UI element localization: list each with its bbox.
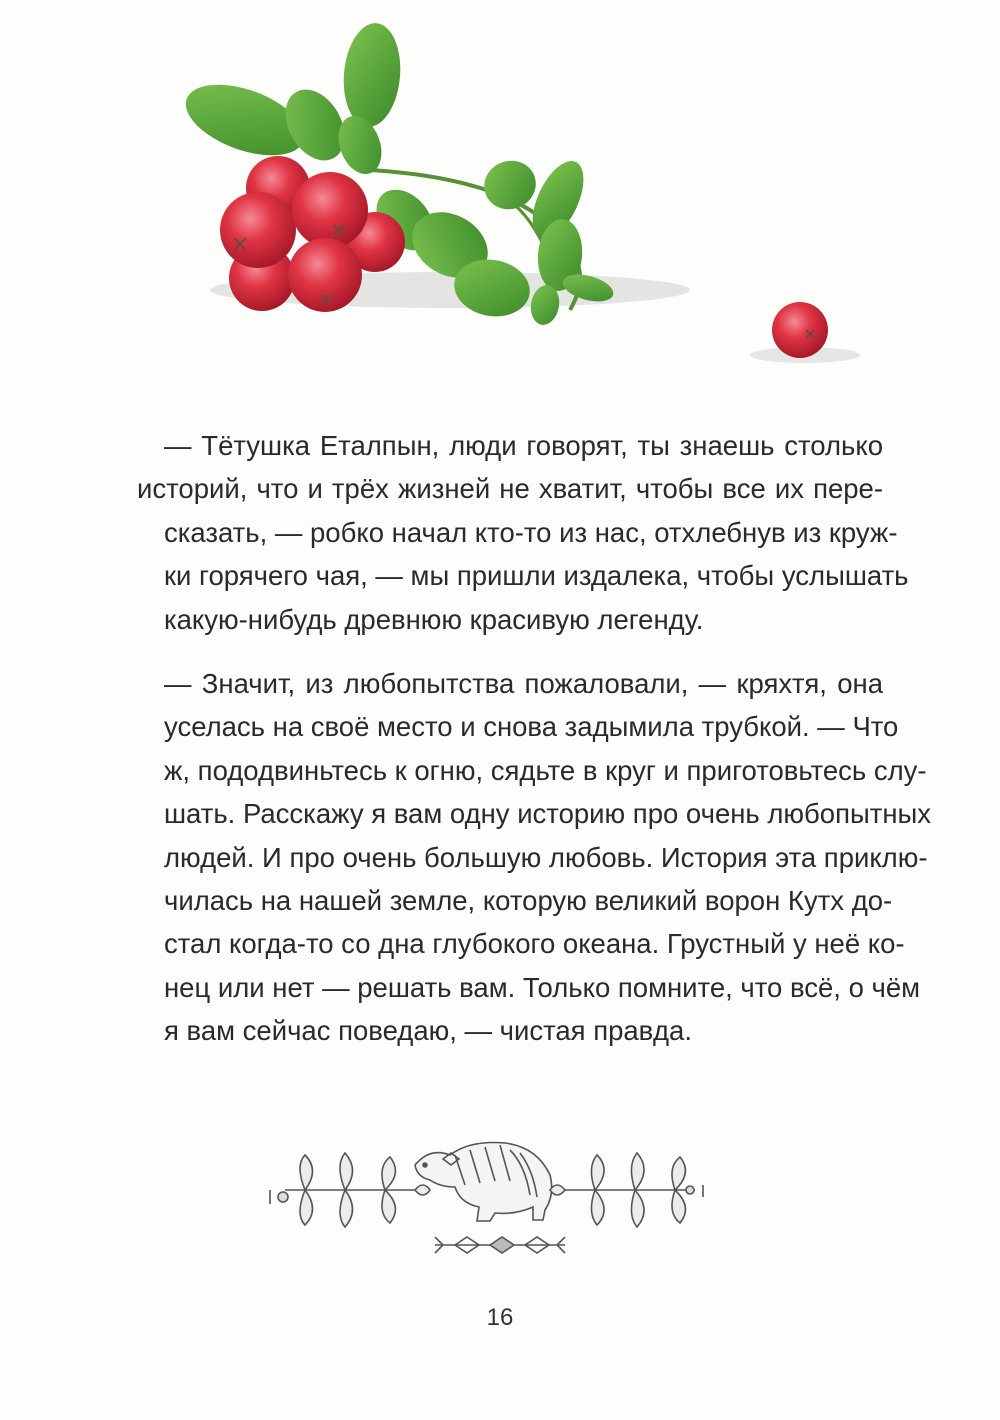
- text-line: историй, что и трёх жизней не хватит, чтобы все их пере-: [137, 473, 883, 505]
- story-text: [137, 424, 932, 1074]
- text-line: чилась на нашей земле, которую великий ворон Кутх до-: [164, 885, 893, 917]
- text-line: — Значит, из любопытства пожаловали, — кряхтя, она: [164, 668, 883, 700]
- bear-icon: [415, 1143, 552, 1222]
- single-berry: [772, 302, 828, 358]
- text-line: сказать, — робко начал кто-то из нас, отхлебнув из круж-: [164, 516, 898, 548]
- diamond-pattern: [435, 1237, 565, 1253]
- text-line: людей. И про очень большую любовь. История эта приклю-: [164, 841, 928, 873]
- text-line: — Тётушка Еталпын, люди говорят, ты знаешь столько: [164, 430, 883, 461]
- text-line: ж, пододвиньтесь к огню, сядьте в круг и приготовьтесь слу-: [164, 754, 927, 786]
- right-branch: [550, 1153, 703, 1227]
- text-line: стал когда-то со дна глубокого океана. Грустный у неё ко-: [164, 928, 905, 960]
- text-line: ки горячего чая, — мы пришли издалека, чтобы услышать: [164, 560, 909, 592]
- leaf: [477, 154, 542, 217]
- text-line: уселась на своё место и снова задымила трубкой. — Что: [164, 711, 899, 743]
- berry: [220, 192, 296, 268]
- paragraph-1: [137, 424, 909, 641]
- text-line: нец или нет — решать вам. Только помните, что всё, о чём: [164, 971, 921, 1003]
- text-line: я вам сейчас поведаю, — чистая правда.: [164, 1015, 692, 1047]
- bear-ornament-illustration: [265, 1125, 715, 1265]
- text-line: шать. Расскажу я вам одну историю про очень любопытных: [164, 798, 932, 830]
- berry: [292, 172, 368, 248]
- paragraph-2: [137, 662, 932, 1053]
- left-branch: [270, 1153, 430, 1227]
- leaf: [340, 21, 405, 129]
- text-line: какую-нибудь древнюю красивую легенду.: [164, 603, 704, 635]
- lingonberry-illustration: [150, 10, 870, 370]
- page-number: 16: [486, 1304, 514, 1331]
